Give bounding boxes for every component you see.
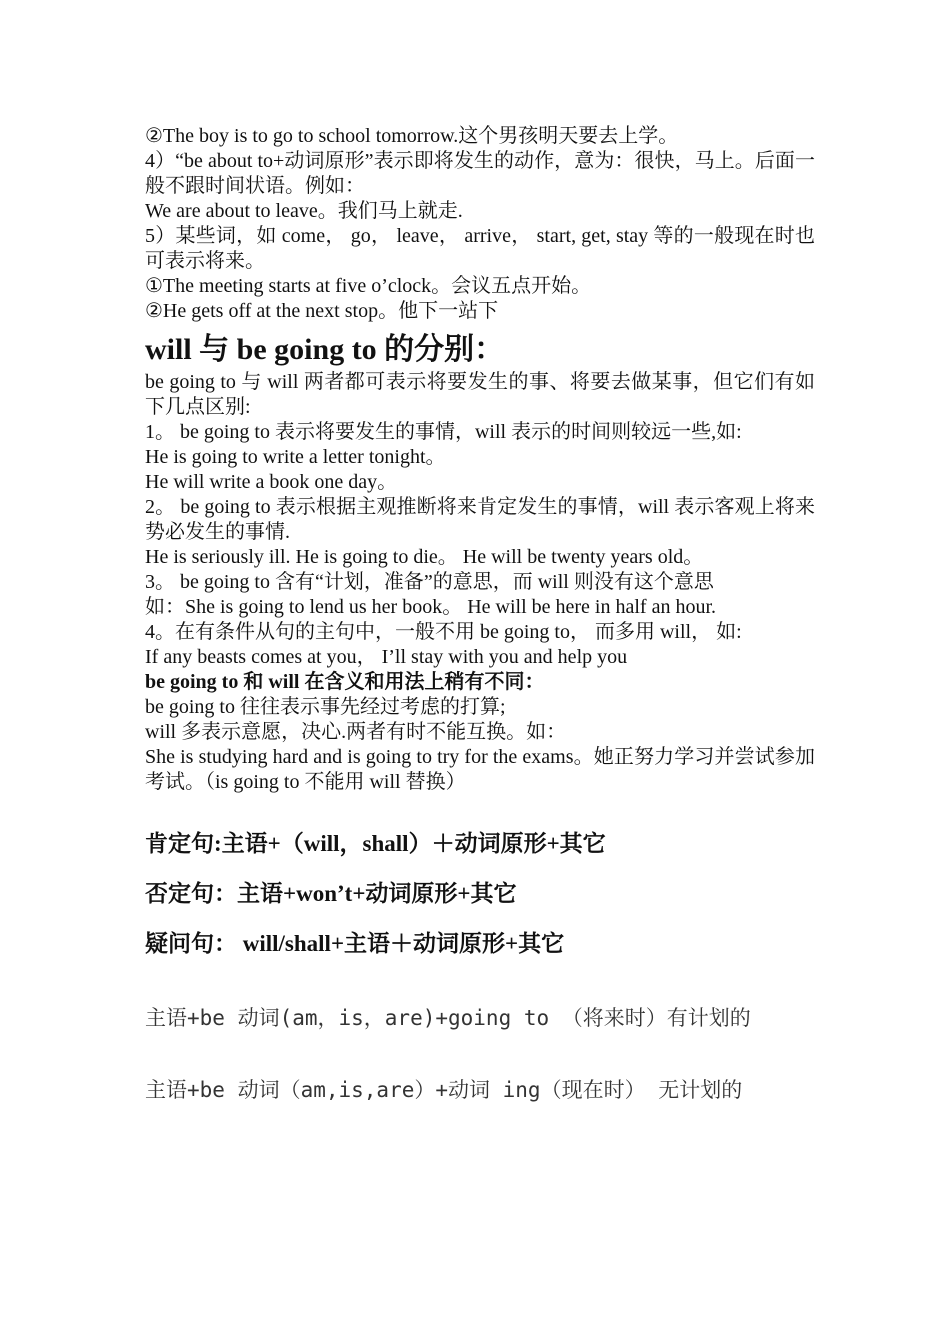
note-line: will 多表示意愿，决心.两者有时不能互换。如：: [145, 721, 567, 743]
example-line: ②The boy is to go to school tomorrow.这个男孩明天要去上学。: [145, 125, 679, 147]
point-4: 4。在有条件从句的主句中，一般不用 be going to， 而多用 will， 如:: [145, 621, 742, 643]
negative-formula: 否定句：主语+won’t+动词原形+其它: [145, 881, 517, 906]
example-line: 如：She is going to lend us her book。 He will be here in half an hour.: [145, 596, 717, 618]
section-heading: will 与 be going to 的分别：: [145, 333, 505, 366]
example-line: He is going to write a letter tonight。: [145, 446, 446, 468]
point-1: 1。 be going to 表示将要发生的事情，will 表示的时间则较远一些,如:: [145, 421, 742, 443]
intro-paragraph: be going to 与 will 两者都可表示将要发生的事、将要去做某事，但它们有如下几点区别:: [145, 371, 815, 418]
example-line: ①The meeting starts at five o’clock。会议五点开始。: [145, 275, 592, 297]
structure-going-to: 主语+be 动词(am，is，are)+going to （将来时）有计划的: [145, 1006, 751, 1030]
example-line: ②He gets off at the next stop。他下一站下: [145, 300, 499, 322]
question-formula: 疑问句： will/shall+主语＋动词原形+其它: [145, 931, 565, 956]
example-line: We are about to leave。我们马上就走.: [145, 200, 463, 222]
point-2: 2。 be going to 表示根据主观推断将来肯定发生的事情，will 表示客观上将来势必发生的事情.: [145, 496, 815, 543]
bold-note: be going to 和 will 在含义和用法上稍有不同：: [145, 671, 545, 693]
note-example: She is studying hard and is going to try for the exams。她正努力学习并尝试参加考试。（is going to 不能用 will 替换）: [145, 746, 815, 793]
rule-4-paragraph: 4）“be about to+动词原形”表示即将发生的动作，意为：很快，马上。后面一般不跟时间状语。例如：: [145, 150, 815, 197]
note-line: be going to 往往表示事先经过考虑的打算;: [145, 696, 506, 718]
example-line: He is seriously ill. He is going to die。 He will be twenty years old。: [145, 546, 704, 568]
point-3: 3。 be going to 含有“计划，准备”的意思，而 will 则没有这个意思: [145, 571, 714, 593]
example-line: If any beasts comes at you， I’ll stay with you and help you: [145, 646, 628, 668]
document-page: [145, 124, 815, 1115]
structure-present-continuous: 主语+be 动词（am,is,are）+动词 ing（现在时） 无计划的: [145, 1078, 743, 1102]
example-line: He will write a book one day。: [145, 471, 398, 493]
affirmative-formula: 肯定句:主语+（will，shall）＋动词原形+其它: [145, 831, 606, 856]
rule-5-paragraph: 5）某些词，如 come， go， leave， arrive， start, get, stay 等的一般现在时也可表示将来。: [145, 225, 815, 272]
